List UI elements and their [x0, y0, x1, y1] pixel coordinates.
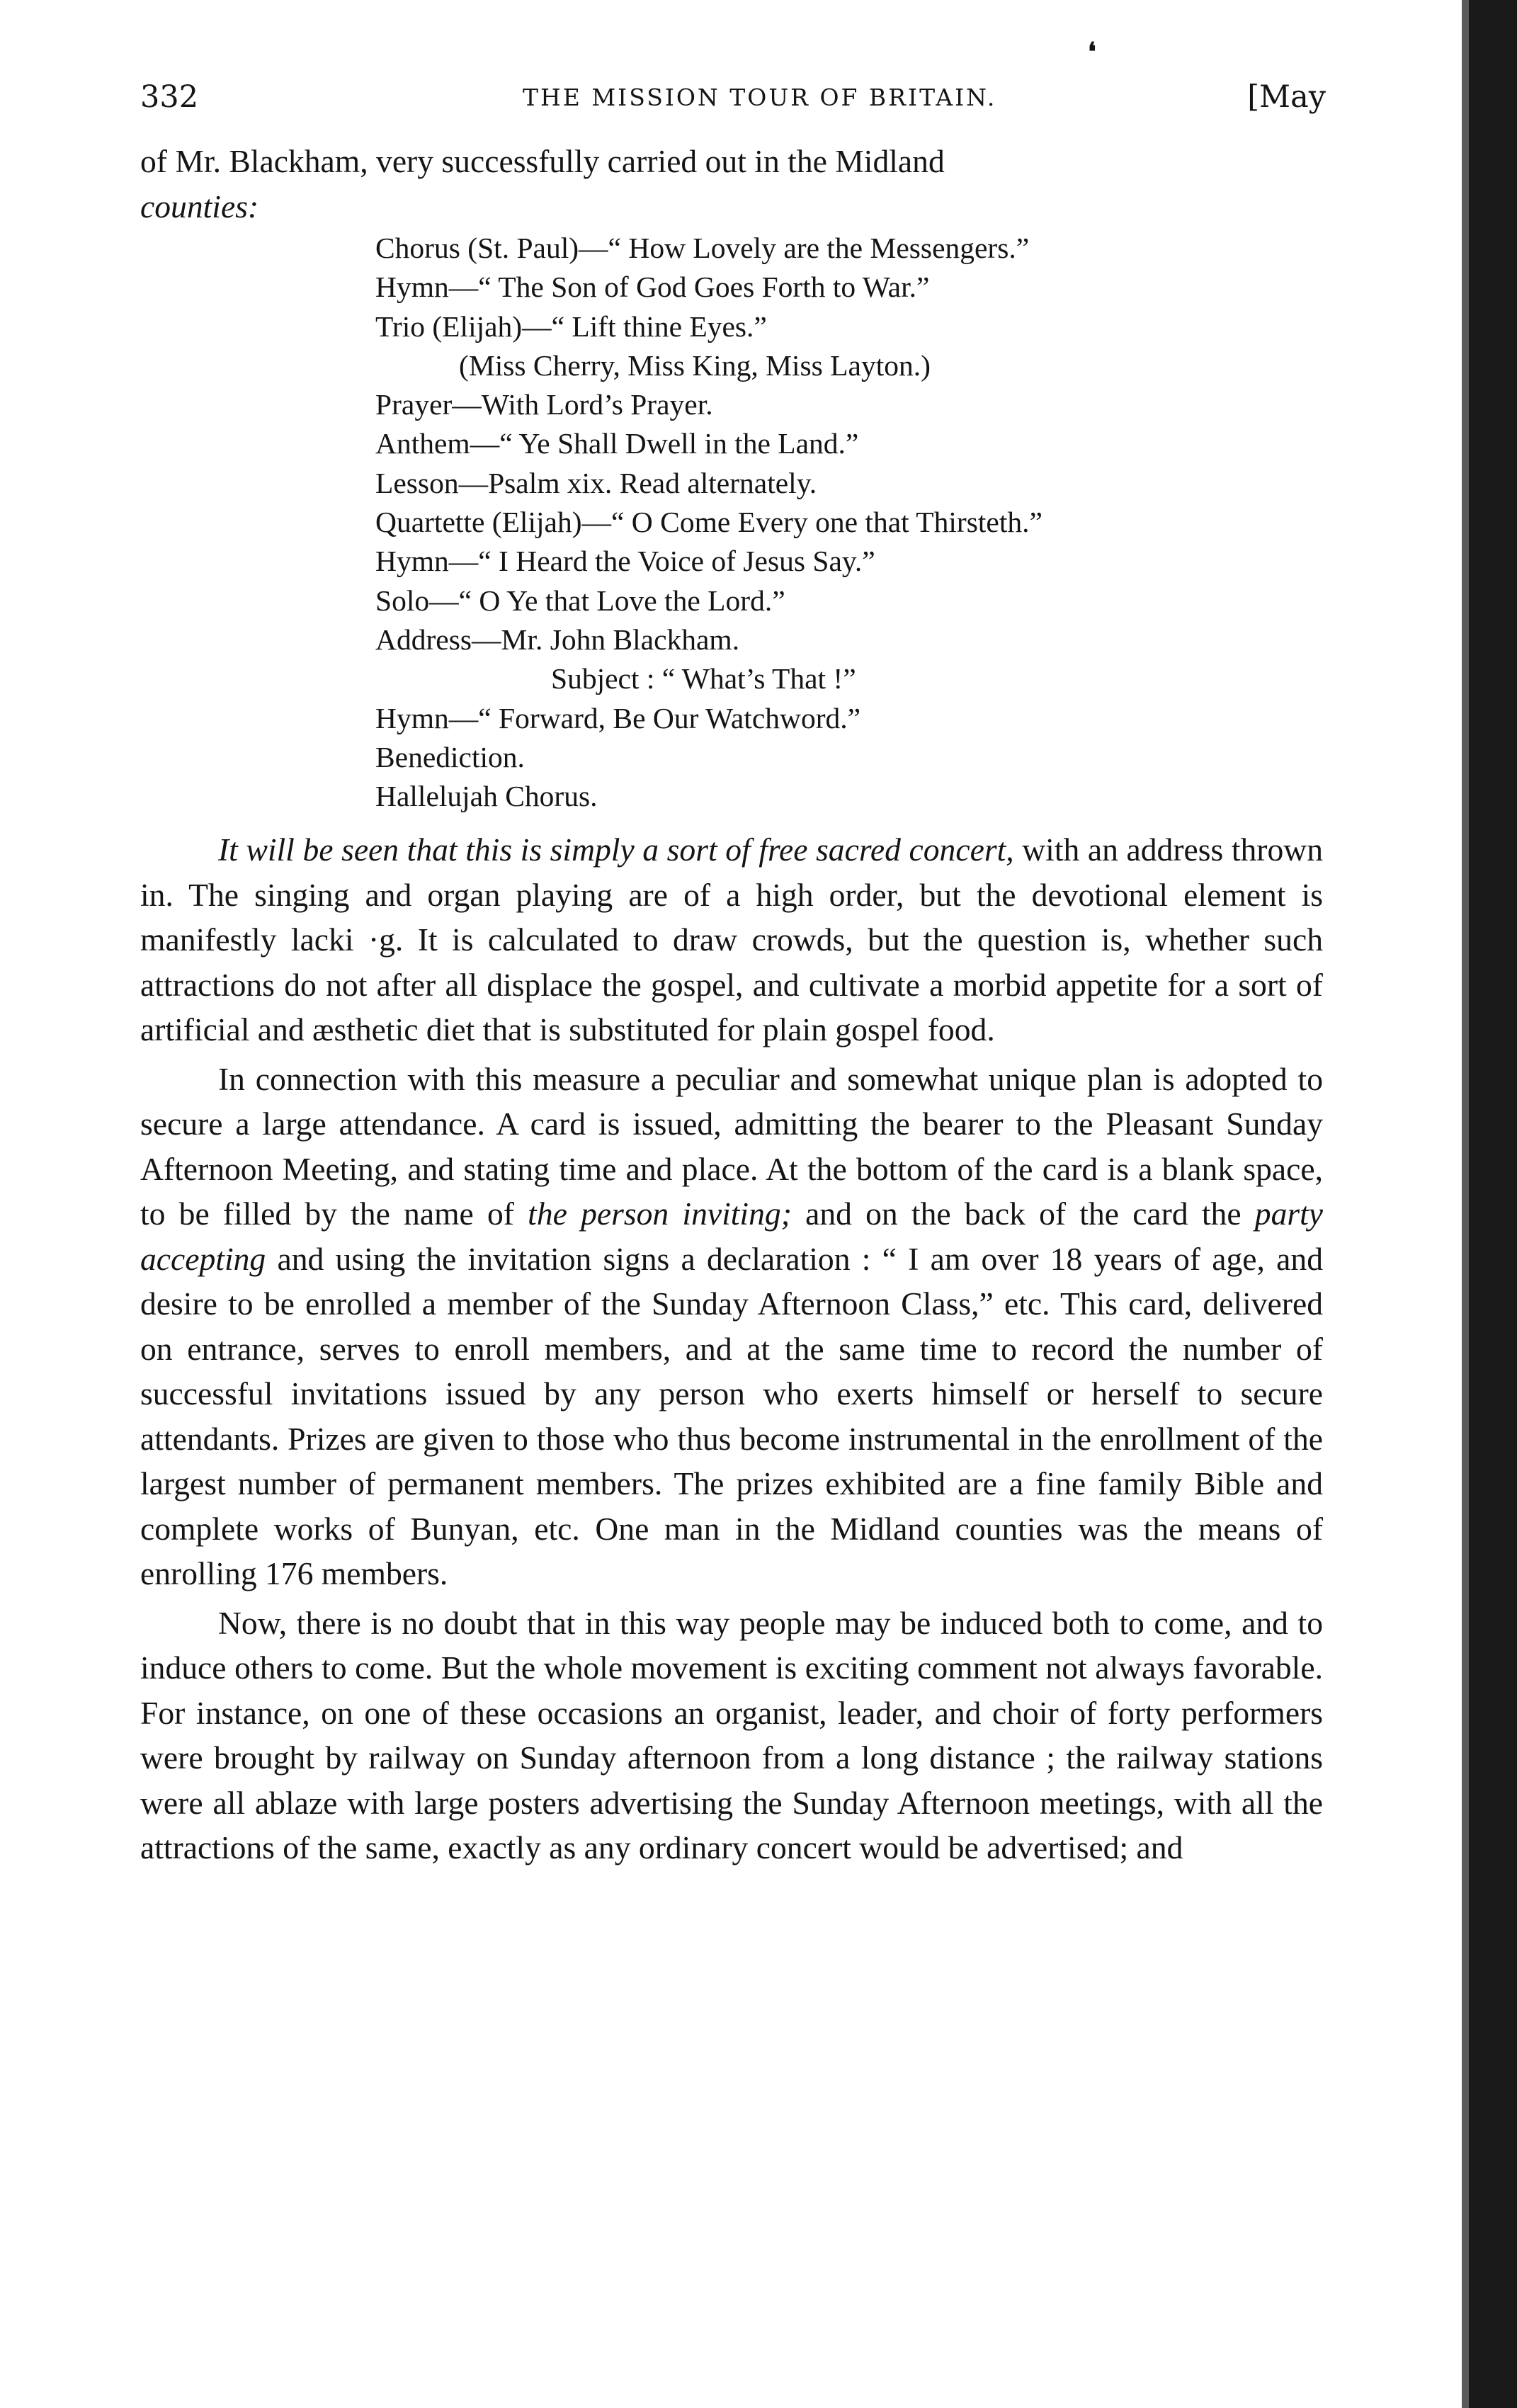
header-month: [May	[1247, 79, 1326, 115]
p2-a: In connection with this measure a peculiar and somewhat unique plan is adopted to secure a large attendance. A card is issued, admitting the bearer to the Pleasant Sunday Afternoon Meeting, and stating time and place. At the bottom of the card is a blank space, to be filled by the name of	[140, 1060, 1323, 1232]
program-item: Prayer—With Lord’s Prayer.	[375, 388, 713, 421]
program-item: Solo—“ O Ye that Love the Lord.”	[375, 584, 785, 617]
running-title: THE MISSION TOUR OF BRITAIN.	[523, 84, 997, 111]
program-item: Chorus (St. Paul)—“ How Lovely are the Messengers.”	[375, 232, 1030, 264]
page-header	[140, 79, 1334, 122]
p2-italic-1: the person inviting;	[528, 1196, 792, 1232]
intro-paragraph	[140, 139, 1323, 229]
paragraph-1	[140, 827, 1323, 1052]
scan-edge	[1462, 0, 1517, 2408]
program-item: Lesson—Psalm xix. Read alternately.	[375, 466, 817, 499]
program-item: Benediction.	[375, 740, 525, 773]
program-item: Trio (Elijah)—“ Lift thine Eyes.”	[375, 309, 767, 343]
program-item: Subject : “ What’s That !”	[551, 662, 856, 695]
paragraph-2	[140, 1057, 1323, 1596]
page-number: 332	[140, 79, 199, 115]
intro-tail: counties:	[140, 188, 259, 225]
p1-italic-lead: It will be seen that this is simply a sort of free sacred concert,	[218, 831, 1014, 868]
program-item: (Miss Cherry, Miss King, Miss Layton.)	[459, 348, 931, 382]
page-body	[140, 139, 1323, 1870]
program-item: Hymn—“ The Son of God Goes Forth to War.”	[375, 271, 930, 304]
p2-b: and on the back of the card the	[791, 1196, 1255, 1232]
p2-italic-2: party accepting	[140, 1196, 1324, 1277]
program-item: Quartette (Elijah)—“ O Come Every one that Thirsteth.”	[375, 506, 1042, 539]
p2-c: and using the invitation signs a declaration : “ I am over 18 years of age, and desire to be enrolled a member of the Sunday Afternoon Class,” etc. This card, delivered on entrance, serves to enroll members, and at the same time to record the number of successful invitations issued by any person who exerts himself or herself to secure attendants. Prizes are given to those who thus become instrumental in the enrollment of the largest number of permanent members. The prizes exhibited are a fine family Bible and complete works of Bunyan, etc. One man in the Midland counties was the means of enrolling 176 members.	[140, 1240, 1323, 1592]
program-item: Anthem—“ Ye Shall Dwell in the Land.”	[375, 427, 859, 460]
scan-edge-inner	[1462, 0, 1469, 2408]
p1-rest: with an address thrown in. The singing and organ playing are of a high order, but the devotional element is manifestly lacki ·g. It is calculated to draw crowds, but the question is, whether such attractions do not after all displace the gospel, and cultivate a morbid appetite for a sort of artificial and æsthetic diet that is substituted for plain gospel food.	[140, 831, 1324, 1048]
program-item: Address—Mr. John Blackham.	[375, 623, 740, 656]
paragraph-3: Now, there is no doubt that in this way people may be induced both to come, and to induce others to come. But the whole movement is exciting comment not always favorable. For instance, on one of these occasions an organist, leader, and choir of forty performers were brought by railway on Sunday afternoon from a long distance ; the railway stations were all ablaze with large posters advertising the Sunday Afternoon meetings, with all the attractions of the same, exactly as any ordinary concert would be advertised; and	[140, 1604, 1323, 1866]
program-item: Hallelujah Chorus.	[375, 780, 598, 813]
program-item: Hymn—“ Forward, Be Our Watchword.”	[375, 701, 861, 734]
stray-mark: ❛	[1088, 37, 1096, 67]
program-item: Hymn—“ I Heard the Voice of Jesus Say.”	[375, 545, 875, 578]
program-list	[375, 229, 1323, 816]
intro-text: of Mr. Blackham, very successfully carried out in the Midland	[140, 143, 945, 179]
